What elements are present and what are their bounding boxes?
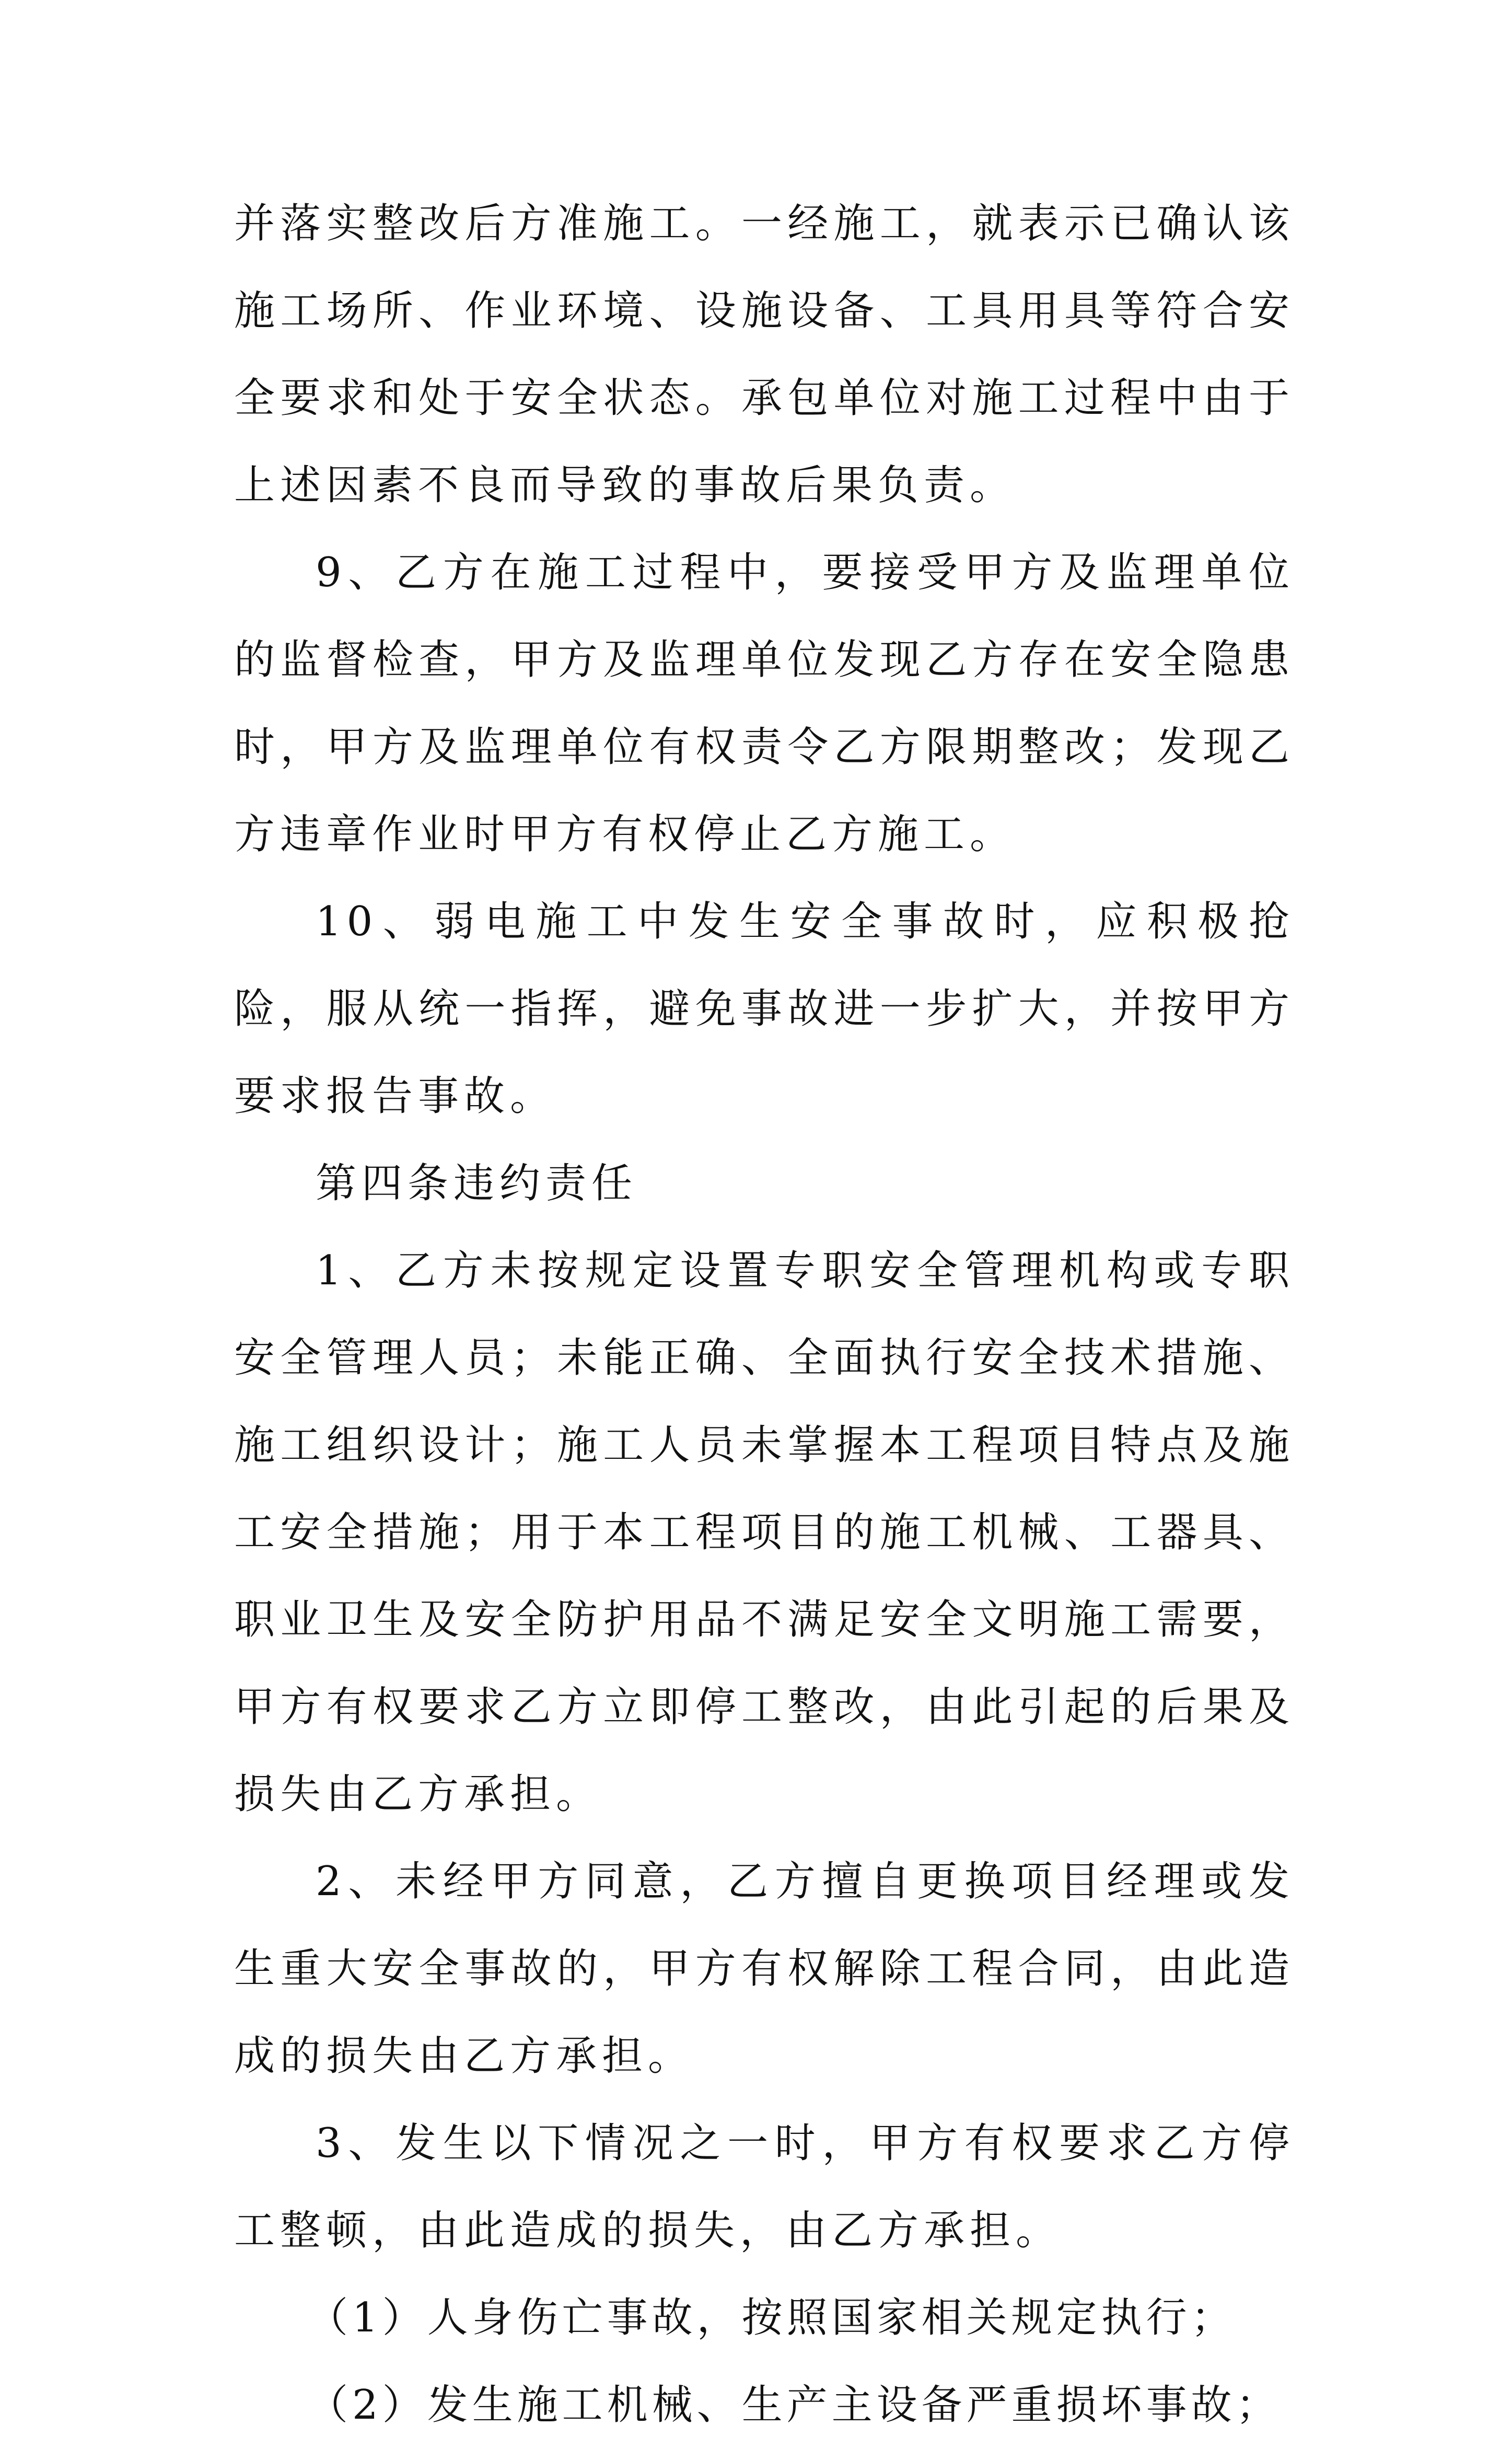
section-heading: 第四条违约责任 <box>316 1160 638 1207</box>
paragraph-liability-1: 1、乙方未按规定设置专职安全管理机构或专职安全管理人员；未能正确、全面执行安全技术措施、施工组织设计；施工人员未掌握本工程项目特点及施工安全措施；用于本工程项目的施工机械、工器具、职业卫生及安全防护用品不满足安全文明施工需要，甲方有权要求乙方立即停工整改，由此引起的后果及损失由乙方承担。 <box>234 1247 1295 1818</box>
sub-item-1: （1）人身伤亡事故，按照国家相关规定执行； <box>307 2294 1236 2341</box>
paragraph-item-10: 10、弱电施工中发生安全事故时，应积极抢险，服从统一指挥，避免事故进一步扩大，并按甲方要求报告事故。 <box>234 898 1295 1120</box>
document-body <box>234 180 1295 2449</box>
sub-item-2: （2）发生施工机械、生产主设备严重损坏事故； <box>307 2382 1281 2429</box>
paragraph-continuation: 并落实整改后方准施工。一经施工，就表示已确认该施工场所、作业环境、设施设备、工具用具等符合安全要求和处于安全状态。承包单位对施工过程中由于上述因素不良而导致的事故后果负责。 <box>234 200 1295 509</box>
paragraph-liability-3: 3、发生以下情况之一时，甲方有权要求乙方停工整顿，由此造成的损失，由乙方承担。 <box>234 2120 1295 2254</box>
paragraph-liability-2: 2、未经甲方同意，乙方擅自更换项目经理或发生重大安全事故的，甲方有权解除工程合同，由此造成的损失由乙方承担。 <box>234 1858 1295 2080</box>
paragraph-item-9: 9、乙方在施工过程中，要接受甲方及监理单位的监督检查，甲方及监理单位发现乙方存在安全隐患时，甲方及监理单位有权责令乙方限期整改；发现乙方违章作业时甲方有权停止乙方施工。 <box>234 549 1295 858</box>
